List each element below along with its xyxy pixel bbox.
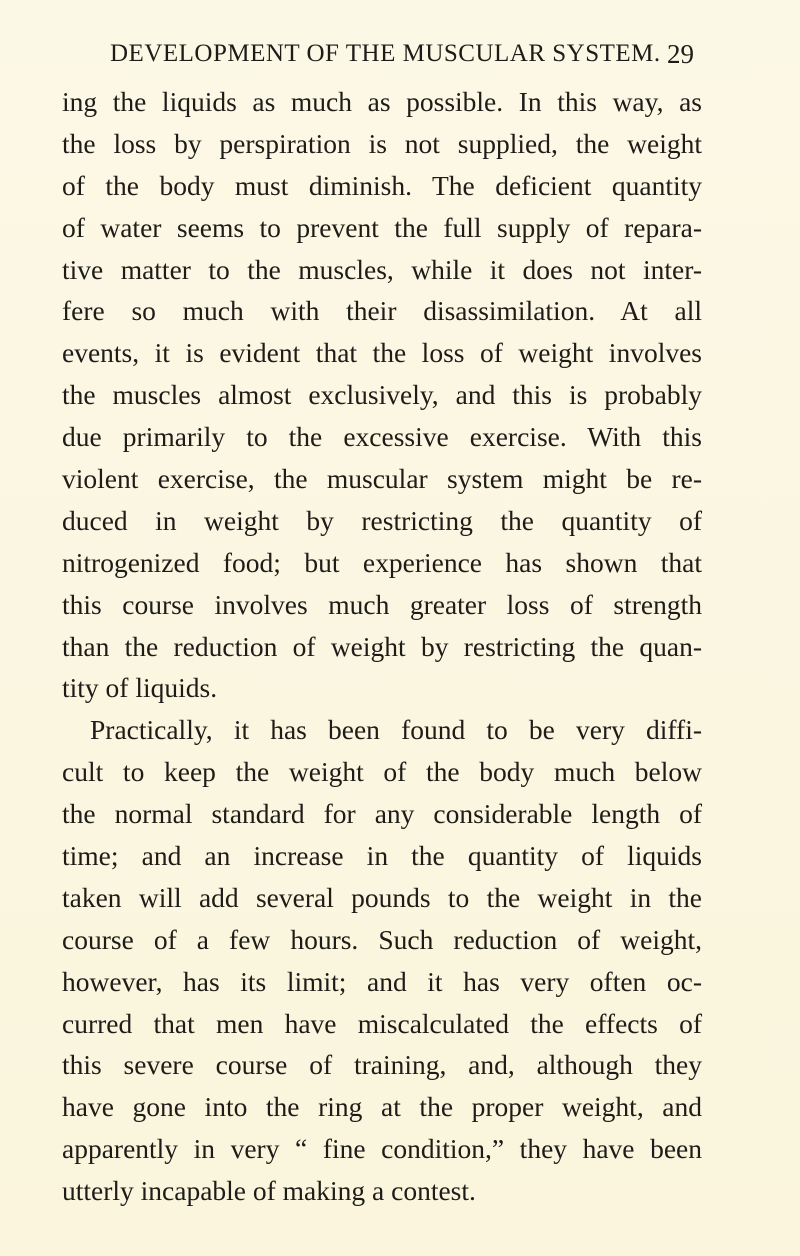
text-line: the normal standard for any considerable length of (62, 798, 702, 830)
text-line: the muscles almost exclusively, and this is probably (62, 379, 702, 411)
text-line: ing the liquids as much as possible. In this way, as (62, 86, 702, 117)
text-line: duced in weight by restricting the quantity of (62, 504, 702, 536)
text-line: have gone into the ring at the proper weight, and (62, 1091, 702, 1123)
text-line: tive matter to the muscles, while it does not inter- (62, 253, 702, 285)
text-line: course of a few hours. Such reduction of weight, (62, 923, 702, 955)
text-line: events, it is evident that the loss of weight involves (62, 337, 702, 369)
running-title: DEVELOPMENT OF THE MUSCULAR SYSTEM. (110, 40, 661, 67)
text-line: this course involves much greater loss of strength (62, 588, 702, 620)
text-line: of the body must diminish. The deficient quantity (62, 169, 702, 201)
text-line: however, has its limit; and it has very often oc- (62, 965, 702, 997)
text-line: nitrogenized food; but experience has shown that (62, 546, 702, 578)
text-line: curred that men have miscalculated the effects of (62, 1007, 702, 1039)
paragraph-first-line: Practically, it has been found to be very diffi- (90, 714, 702, 746)
running-head (110, 34, 694, 74)
text-line: than the reduction of weight by restricting the quan- (62, 630, 702, 662)
text-line: time; and an increase in the quantity of liquids (62, 840, 702, 872)
page-number: 29 (667, 39, 694, 69)
text-line: due primarily to the excessive exercise. With this (62, 421, 702, 453)
text-line: fere so much with their disassimilation. At all (62, 295, 702, 327)
text-line: tity of liquids. (62, 672, 218, 704)
text-line: utterly incapable of making a contest. (62, 1175, 476, 1207)
body-text (62, 81, 702, 1212)
text-line: violent exercise, the muscular system might be re- (62, 463, 702, 495)
text-line: apparently in very “ fine condition,” they have been (62, 1133, 702, 1165)
text-line: the loss by perspiration is not supplied, the weight (62, 127, 702, 159)
text-line: this severe course of training, and, although they (62, 1049, 702, 1081)
text-line: cult to keep the weight of the body much below (62, 756, 702, 788)
text-line: of water seems to prevent the full supply of repara- (62, 211, 702, 243)
text-line: taken will add several pounds to the weight in the (62, 881, 702, 913)
